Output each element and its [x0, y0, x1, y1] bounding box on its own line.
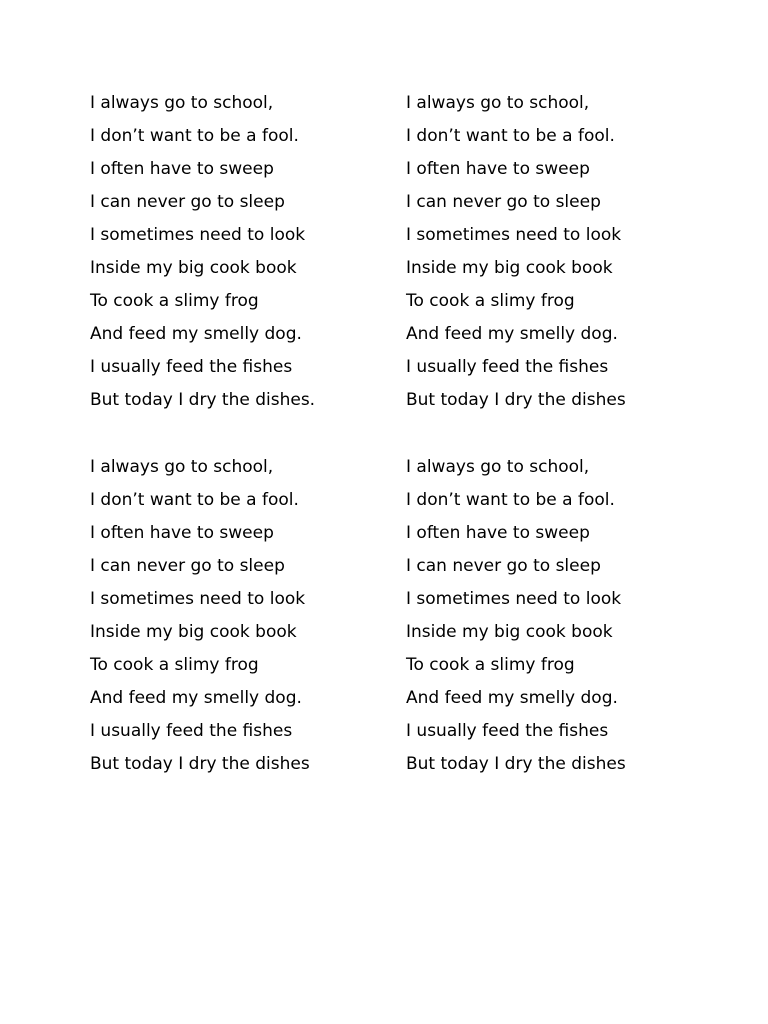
poem-line: But today I dry the dishes — [90, 754, 310, 774]
poem-line: I always go to school, — [90, 93, 274, 113]
poem-line: But today I dry the dishes — [406, 754, 626, 774]
poem-line: I usually feed the fishes — [406, 357, 609, 377]
poem-line: Inside my big cook book — [90, 622, 297, 642]
poem-line: I usually feed the fishes — [90, 357, 293, 377]
poem-bottom-left — [90, 451, 390, 781]
poem-line: And feed my smelly dog. — [406, 688, 618, 708]
poem-line: And feed my smelly dog. — [90, 324, 302, 344]
poem-top-right — [406, 87, 706, 417]
poem-line: To cook a slimy frog — [406, 291, 575, 311]
poem-line: I can never go to sleep — [406, 556, 601, 576]
poem-line: I sometimes need to look — [406, 589, 622, 609]
poem-line: I always go to school, — [406, 457, 590, 477]
poem-line: I often have to sweep — [90, 523, 274, 543]
poem-line: And feed my smelly dog. — [90, 688, 302, 708]
poem-line: I don’t want to be a fool. — [406, 126, 615, 146]
poem-line: I always go to school, — [406, 93, 590, 113]
poem-line: I often have to sweep — [406, 159, 590, 179]
poem-line: I can never go to sleep — [90, 192, 285, 212]
poem-line: I sometimes need to look — [90, 589, 306, 609]
poem-line: I usually feed the fishes — [90, 721, 293, 741]
poem-line: I can never go to sleep — [406, 192, 601, 212]
poem-line: I always go to school, — [90, 457, 274, 477]
poem-line: I sometimes need to look — [406, 225, 622, 245]
poem-line: I don’t want to be a fool. — [406, 490, 615, 510]
poem-line: I often have to sweep — [406, 523, 590, 543]
poem-top-left — [90, 87, 390, 417]
poem-line: I usually feed the fishes — [406, 721, 609, 741]
poem-line: But today I dry the dishes. — [90, 390, 316, 410]
poem-line: And feed my smelly dog. — [406, 324, 618, 344]
poem-line: I don’t want to be a fool. — [90, 126, 299, 146]
poem-line: Inside my big cook book — [406, 622, 613, 642]
poem-line: Inside my big cook book — [90, 258, 297, 278]
poem-line: Inside my big cook book — [406, 258, 613, 278]
poem-line: To cook a slimy frog — [90, 655, 259, 675]
poem-line: I can never go to sleep — [90, 556, 285, 576]
poem-bottom-right — [406, 451, 706, 781]
poem-line: To cook a slimy frog — [90, 291, 259, 311]
poem-line: But today I dry the dishes — [406, 390, 626, 410]
poem-line: I sometimes need to look — [90, 225, 306, 245]
poem-line: To cook a slimy frog — [406, 655, 575, 675]
poem-line: I often have to sweep — [90, 159, 274, 179]
poem-line: I don’t want to be a fool. — [90, 490, 299, 510]
